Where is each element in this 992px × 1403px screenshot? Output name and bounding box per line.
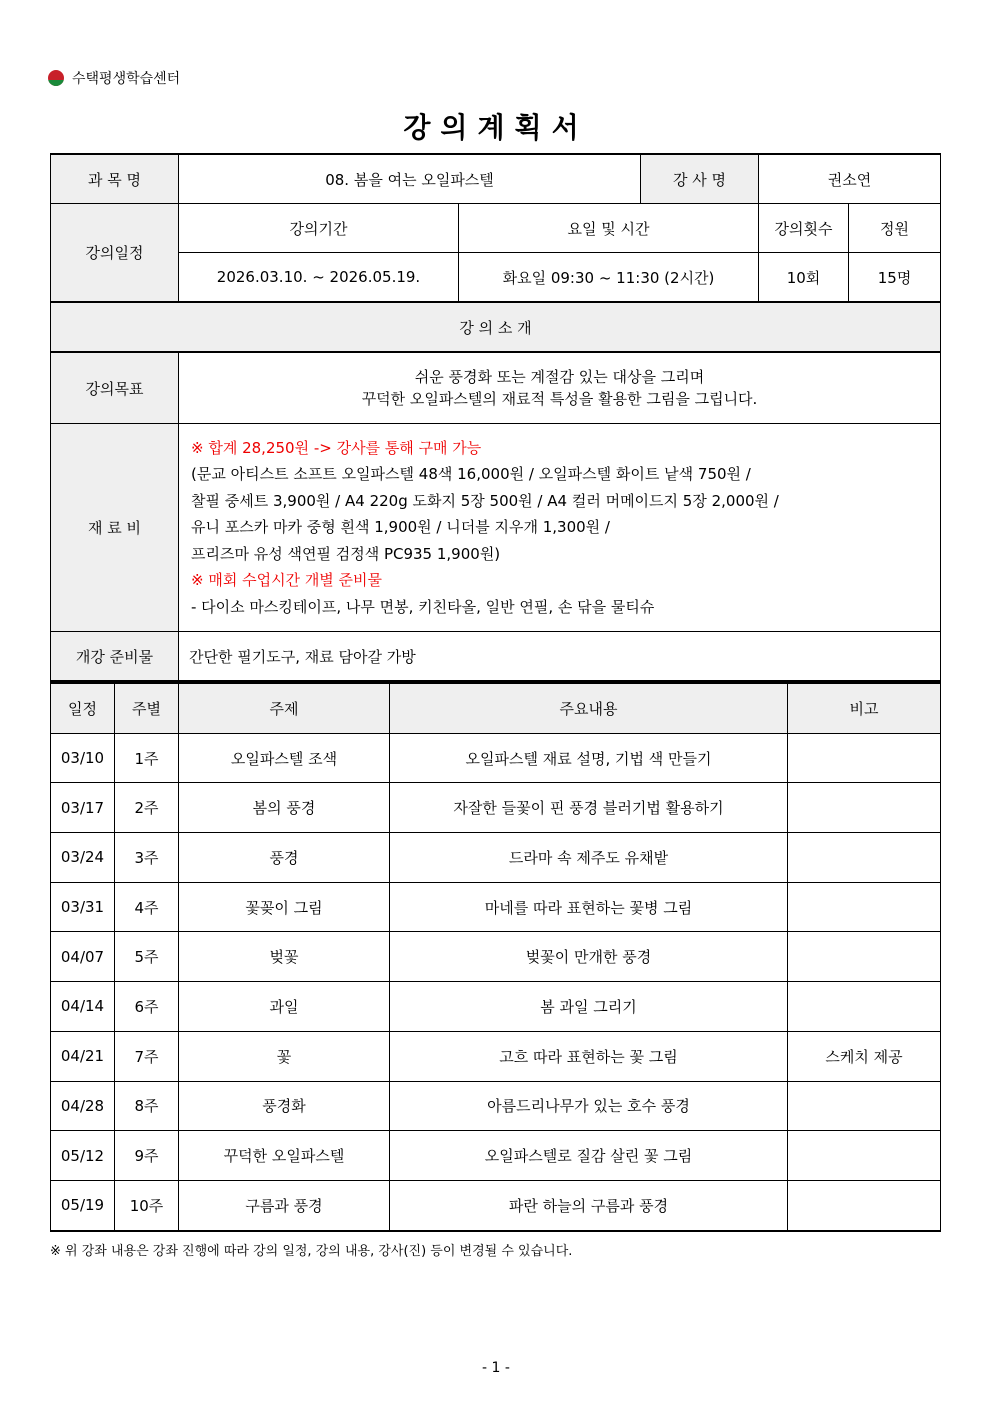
schedule-header-row [51,683,941,733]
cell-remark [788,733,941,783]
header-date: 일정 [51,683,115,733]
cell-remark [788,1081,941,1131]
schedule-table [50,682,941,1232]
table-row [51,1131,941,1181]
cell-week: 10주 [115,1180,179,1230]
cell-date: 03/31 [51,882,115,932]
cell-date: 04/07 [51,932,115,982]
time-label: 요일 및 시간 [459,204,759,253]
materials-line: (문교 아티스트 소프트 오일파스텔 48색 16,000원 / 오일파스텔 화이트 낱색 750원 / [191,465,751,484]
cell-content: 마네를 따라 표현하는 꽃병 그림 [390,882,788,932]
goal-line: 쉬운 풍경화 또는 계절감 있는 대상을 그리며 [414,368,705,386]
cell-content: 아름드리나무가 있는 호수 풍경 [390,1081,788,1131]
materials-line: - 다이소 마스킹테이프, 나무 면봉, 키친타올, 일반 연필, 손 닦을 물티슈 [191,597,655,616]
header-remark: 비고 [788,683,941,733]
header-week: 주별 [115,683,179,733]
capacity-label: 정원 [849,204,941,253]
footnote: ※ 위 강좌 내용은 강좌 진행에 따라 강의 일정, 강의 내용, 강사(진) 등이 변경될 수 있습니다. [50,1244,573,1259]
table-row [51,932,941,982]
count-value: 10회 [759,253,849,303]
cell-topic: 풍경화 [179,1081,390,1131]
course-info-table [50,153,941,682]
table-row [51,1081,941,1131]
cell-week: 8주 [115,1081,179,1131]
header-content: 주요내용 [390,683,788,733]
materials-label: 재 료 비 [51,424,179,632]
materials-line: 프리즈마 유성 색연필 검정색 PC935 1,900원) [191,544,501,563]
capacity-value: 15명 [849,253,941,303]
subject-label: 과 목 명 [51,154,179,204]
cell-remark [788,1131,941,1181]
cell-content: 오일파스텔 재료 설명, 기법 색 만들기 [390,733,788,783]
cell-content: 고흐 따라 표현하는 꽃 그림 [390,1031,788,1081]
cell-content: 오일파스텔로 질감 살린 꽃 그림 [390,1131,788,1181]
subject-value: 08. 봄을 여는 오일파스텔 [179,154,641,204]
table-row [51,1180,941,1230]
cell-remark: 스케치 제공 [788,1031,941,1081]
intro-heading: 강 의 소 개 [51,302,941,352]
org-name: 수택평생학습센터 [72,71,181,87]
cell-topic: 봄의 풍경 [179,783,390,833]
cell-date: 05/19 [51,1180,115,1230]
cell-week: 4주 [115,882,179,932]
materials-value [179,424,941,632]
table-row [51,1031,941,1081]
cell-week: 9주 [115,1131,179,1181]
cell-date: 04/28 [51,1081,115,1131]
cell-topic: 꽃 [179,1031,390,1081]
cell-content: 자잘한 들꽃이 핀 풍경 블러기법 활용하기 [390,783,788,833]
header-topic: 주제 [179,683,390,733]
cell-topic: 벚꽃 [179,932,390,982]
cell-topic: 풍경 [179,833,390,883]
page-number: - 1 - [482,1360,510,1376]
page-title: 강의계획서 [403,111,589,144]
cell-topic: 꽃꽂이 그림 [179,882,390,932]
table-row [51,982,941,1032]
org-logo-icon [48,70,64,86]
cell-date: 03/10 [51,733,115,783]
table-row [51,733,941,783]
instructor-value: 권소연 [759,154,941,204]
cell-remark [788,932,941,982]
cell-topic: 과일 [179,982,390,1032]
cell-date: 05/12 [51,1131,115,1181]
cell-date: 04/14 [51,982,115,1032]
prep-label: 개강 준비물 [51,632,179,682]
cell-content: 드라마 속 제주도 유채밭 [390,833,788,883]
table-row [51,882,941,932]
cell-topic: 오일파스텔 조색 [179,733,390,783]
instructor-label: 강 사 명 [641,154,759,204]
cell-remark [788,982,941,1032]
cell-remark [788,882,941,932]
cell-week: 3주 [115,833,179,883]
cell-topic: 구름과 풍경 [179,1180,390,1230]
count-label: 강의횟수 [759,204,849,253]
time-value: 화요일 09:30 ~ 11:30 (2시간) [459,253,759,303]
cell-content: 봄 과일 그리기 [390,982,788,1032]
schedule-label: 강의일정 [51,204,179,303]
cell-topic: 꾸덕한 오일파스텔 [179,1131,390,1181]
period-value: 2026.03.10. ~ 2026.05.19. [179,253,459,303]
materials-line: 찰필 중세트 3,900원 / A4 220g 도화지 5장 500원 / A4 컬러 머메이드지 5장 2,000원 / [191,491,779,510]
cell-content: 파란 하늘의 구름과 풍경 [390,1180,788,1230]
cell-date: 04/21 [51,1031,115,1081]
cell-week: 5주 [115,932,179,982]
cell-remark [788,833,941,883]
cell-date: 03/24 [51,833,115,883]
table-row [51,783,941,833]
cell-week: 2주 [115,783,179,833]
prep-value: 간단한 필기도구, 재료 담아갈 가방 [179,632,941,682]
goal-line: 꾸덕한 오일파스텔의 재료적 특성을 활용한 그림을 그립니다. [361,390,758,408]
cell-remark [788,783,941,833]
cell-remark [788,1180,941,1230]
cell-week: 7주 [115,1031,179,1081]
materials-line: 유니 포스카 마카 중형 흰색 1,900원 / 니더블 지우개 1,300원 / [191,518,610,537]
org-header [48,68,180,88]
cell-content: 벚꽃이 만개한 풍경 [390,932,788,982]
goal-value [179,352,941,424]
goal-label: 강의목표 [51,352,179,424]
cell-date: 03/17 [51,783,115,833]
cell-week: 6주 [115,982,179,1032]
materials-total: ※ 합계 28,250원 -> 강사를 통해 구매 가능 [191,438,482,457]
materials-per-class-heading: ※ 매회 수업시간 개별 준비물 [191,571,383,590]
period-label: 강의기간 [179,204,459,253]
table-row [51,833,941,883]
cell-week: 1주 [115,733,179,783]
